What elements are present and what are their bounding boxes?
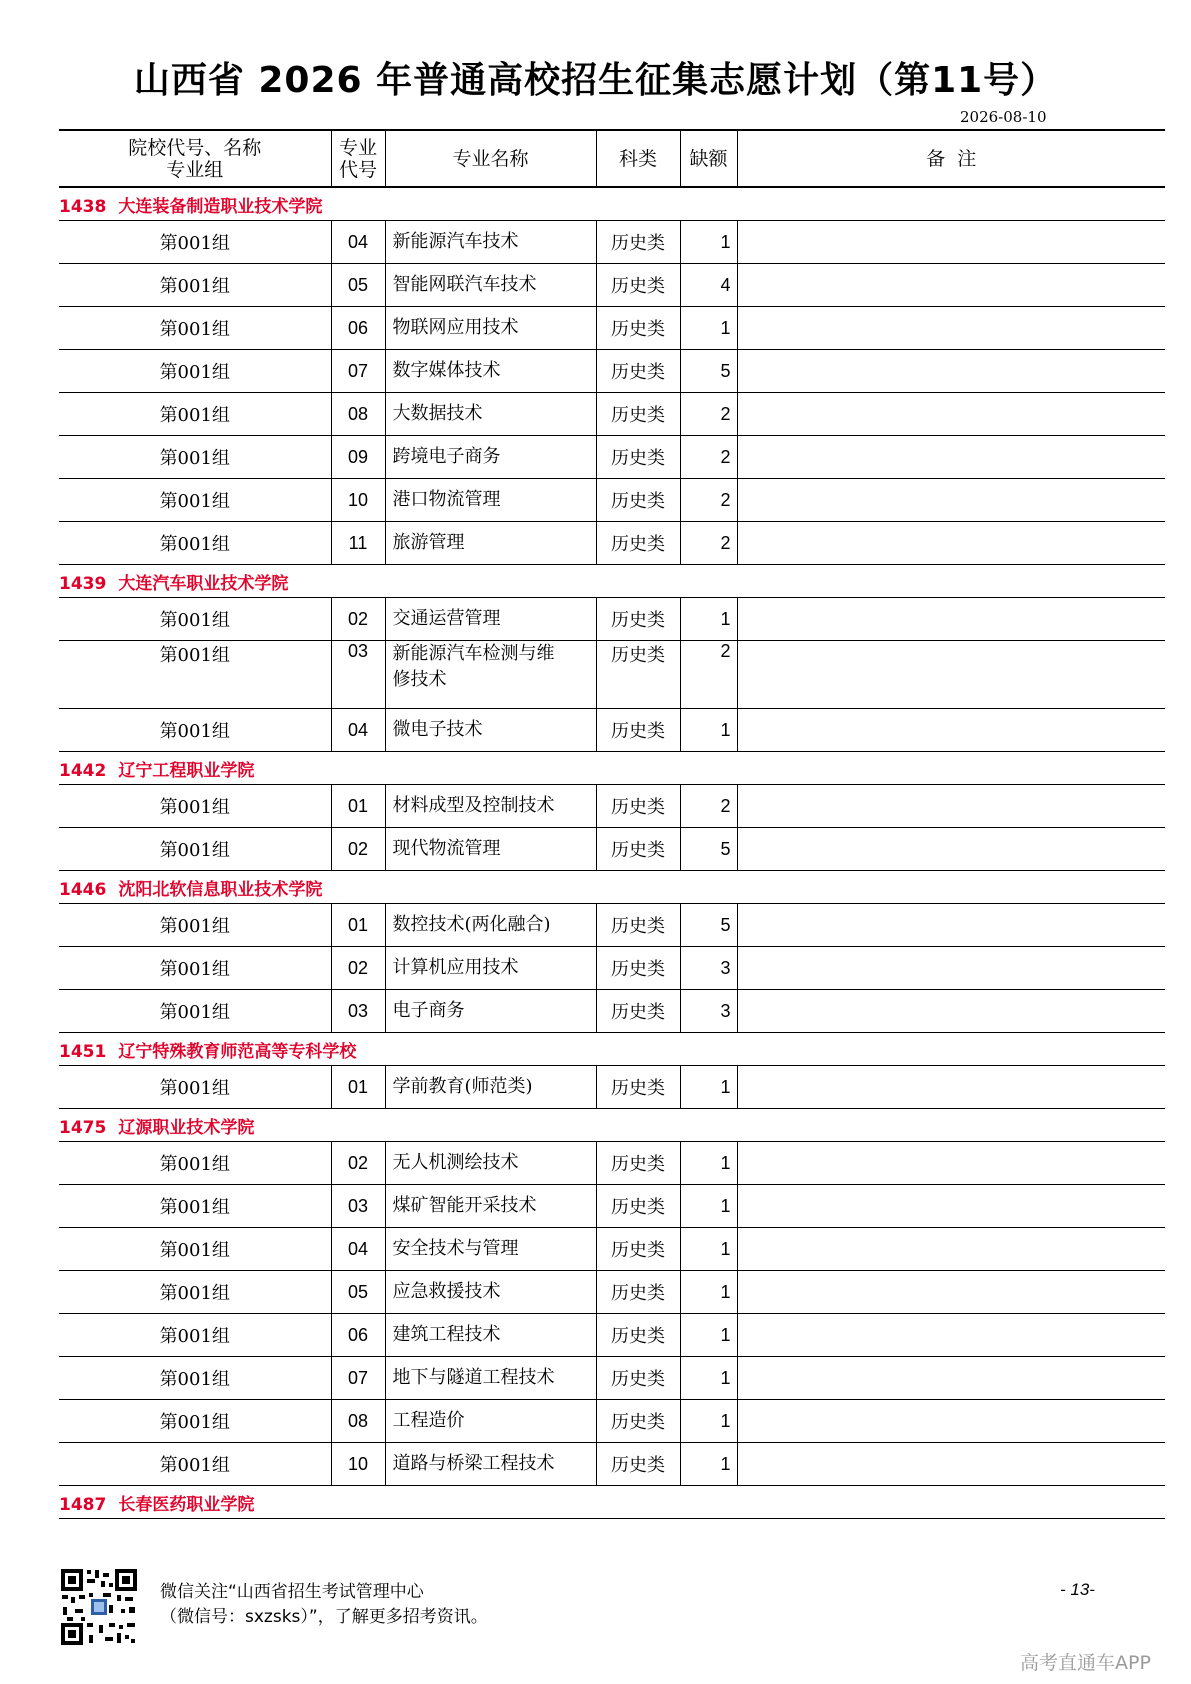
- quota-cell: 1: [680, 1142, 737, 1185]
- quota-cell: 1: [680, 307, 737, 350]
- quota-cell: 1: [680, 1066, 737, 1109]
- major-name-cell: 建筑工程技术: [385, 1314, 596, 1357]
- remarks-cell: [737, 1400, 1165, 1443]
- footer-wechat-note: [160, 1580, 488, 1630]
- major-code-cell: 03: [331, 990, 385, 1033]
- school-header-cell: [59, 871, 1165, 904]
- school-header-row: [59, 871, 1165, 904]
- remarks-cell: [737, 1357, 1165, 1400]
- table-row: [59, 598, 1165, 641]
- group-cell: 第001组: [59, 828, 331, 871]
- major-code-cell: 03: [331, 1185, 385, 1228]
- quota-cell: 2: [680, 436, 737, 479]
- quota-cell: 5: [680, 350, 737, 393]
- table-row: [59, 1314, 1165, 1357]
- major-name-cell: 无人机测绘技术: [385, 1142, 596, 1185]
- table-row: [59, 479, 1165, 522]
- remarks-cell: [737, 785, 1165, 828]
- header-subject: 科类: [596, 130, 680, 187]
- remarks-cell: [737, 709, 1165, 752]
- table-row: [59, 264, 1165, 307]
- major-name-cell: 学前教育(师范类): [385, 1066, 596, 1109]
- major-code-cell: 10: [331, 1443, 385, 1486]
- major-name-cell: 大数据技术: [385, 393, 596, 436]
- publish-date: 2026-08-10: [960, 108, 1047, 126]
- table-row: [59, 307, 1165, 350]
- group-cell: 第001组: [59, 1443, 331, 1486]
- quota-cell: 1: [680, 1185, 737, 1228]
- major-name-cell: 港口物流管理: [385, 479, 596, 522]
- remarks-cell: [737, 1271, 1165, 1314]
- major-name-cell: 应急救援技术: [385, 1271, 596, 1314]
- group-cell: 第001组: [59, 598, 331, 641]
- group-cell: 第001组: [59, 1066, 331, 1109]
- table-row: [59, 904, 1165, 947]
- group-cell: 第001组: [59, 307, 331, 350]
- remarks-cell: [737, 598, 1165, 641]
- major-code-cell: 10: [331, 479, 385, 522]
- major-code-cell: 06: [331, 1314, 385, 1357]
- quota-cell: 1: [680, 1314, 737, 1357]
- remarks-cell: [737, 264, 1165, 307]
- major-name-cell: 地下与隧道工程技术: [385, 1357, 596, 1400]
- school-name: 辽源职业技术学院: [118, 1117, 255, 1138]
- quota-cell: 2: [680, 522, 737, 565]
- subject-cell: 历史类: [596, 947, 680, 990]
- major-code-cell: 08: [331, 1400, 385, 1443]
- table-row: [59, 1400, 1165, 1443]
- group-cell: 第001组: [59, 990, 331, 1033]
- major-code-cell: 06: [331, 307, 385, 350]
- school-code: 1438: [59, 196, 107, 217]
- major-name-line1: 新能源汽车检测与维: [392, 643, 555, 664]
- subject-cell: 历史类: [596, 828, 680, 871]
- major-code-cell: 01: [331, 1066, 385, 1109]
- subject-cell: 历史类: [596, 1314, 680, 1357]
- major-name-cell: [385, 641, 596, 709]
- remarks-cell: [737, 828, 1165, 871]
- quota-cell: 2: [680, 393, 737, 436]
- quota-cell: 2: [680, 641, 737, 709]
- school-header-cell: [59, 187, 1165, 221]
- table-row: [59, 947, 1165, 990]
- school-header-row: [59, 565, 1165, 598]
- major-code-cell: 04: [331, 1228, 385, 1271]
- subject-cell: 历史类: [596, 904, 680, 947]
- major-name-cell: 数控技术(两化融合): [385, 904, 596, 947]
- subject-cell: 历史类: [596, 1228, 680, 1271]
- table-row: [59, 641, 1165, 709]
- remarks-cell: [737, 947, 1165, 990]
- group-cell: 第001组: [59, 393, 331, 436]
- remarks-cell: [737, 522, 1165, 565]
- quota-cell: 1: [680, 1443, 737, 1486]
- school-header-row: [59, 1109, 1165, 1142]
- group-cell: 第001组: [59, 350, 331, 393]
- quota-cell: 1: [680, 709, 737, 752]
- major-name-cell: 旅游管理: [385, 522, 596, 565]
- subject-cell: 历史类: [596, 264, 680, 307]
- remarks-cell: [737, 307, 1165, 350]
- table-row: [59, 828, 1165, 871]
- major-code-cell: 01: [331, 785, 385, 828]
- school-header-row: [59, 187, 1165, 221]
- school-header-cell: [59, 565, 1165, 598]
- major-code-cell: 03: [331, 641, 385, 709]
- school-name: 大连装备制造职业技术学院: [118, 196, 323, 217]
- remarks-cell: [737, 350, 1165, 393]
- group-cell: 第001组: [59, 1228, 331, 1271]
- group-cell: 第001组: [59, 522, 331, 565]
- table-row: [59, 1271, 1165, 1314]
- group-cell: 第001组: [59, 1357, 331, 1400]
- table-row: [59, 1142, 1165, 1185]
- subject-cell: 历史类: [596, 598, 680, 641]
- quota-cell: 5: [680, 904, 737, 947]
- major-name-cell: 道路与桥梁工程技术: [385, 1443, 596, 1486]
- school-code: 1487: [59, 1494, 107, 1515]
- subject-cell: 历史类: [596, 1357, 680, 1400]
- quota-cell: 5: [680, 828, 737, 871]
- major-code-cell: 05: [331, 264, 385, 307]
- subject-cell: 历史类: [596, 709, 680, 752]
- table-row: [59, 522, 1165, 565]
- subject-cell: 历史类: [596, 522, 680, 565]
- school-name: 沈阳北软信息职业技术学院: [118, 879, 323, 900]
- remarks-cell: [737, 1443, 1165, 1486]
- major-name-cell: 数字媒体技术: [385, 350, 596, 393]
- header-school-line1: 院校代号、名称: [128, 136, 262, 159]
- major-name-cell: 计算机应用技术: [385, 947, 596, 990]
- school-header-row: [59, 752, 1165, 785]
- table-row: [59, 350, 1165, 393]
- subject-cell: 历史类: [596, 221, 680, 264]
- school-header-cell: [59, 752, 1165, 785]
- header-major-code: [331, 130, 385, 187]
- table-body: [59, 187, 1165, 1519]
- remarks-cell: [737, 990, 1165, 1033]
- remarks-cell: [737, 1185, 1165, 1228]
- major-name-cell: 跨境电子商务: [385, 436, 596, 479]
- major-name-cell: 微电子技术: [385, 709, 596, 752]
- table-row: [59, 436, 1165, 479]
- quota-cell: 1: [680, 1357, 737, 1400]
- remarks-cell: [737, 1314, 1165, 1357]
- major-code-cell: 01: [331, 904, 385, 947]
- school-header-row: [59, 1033, 1165, 1066]
- header-school-line2: 专业组: [166, 158, 224, 181]
- subject-cell: 历史类: [596, 990, 680, 1033]
- remarks-cell: [737, 436, 1165, 479]
- quota-cell: 4: [680, 264, 737, 307]
- major-code-cell: 02: [331, 828, 385, 871]
- table-header-row: [59, 130, 1165, 187]
- subject-cell: 历史类: [596, 1066, 680, 1109]
- major-name-cell: 现代物流管理: [385, 828, 596, 871]
- watermark-text: 高考直通车APP: [1020, 1652, 1151, 1674]
- major-code-cell: 04: [331, 709, 385, 752]
- major-name-cell: 智能网联汽车技术: [385, 264, 596, 307]
- major-name-cell: 安全技术与管理: [385, 1228, 596, 1271]
- header-major-code-line1: 专业: [338, 136, 377, 159]
- plan-table: [59, 129, 1165, 1519]
- group-cell: 第001组: [59, 641, 331, 709]
- group-cell: 第001组: [59, 264, 331, 307]
- table-row: [59, 709, 1165, 752]
- table-row: [59, 1066, 1165, 1109]
- major-name-line2: 修技术: [392, 669, 447, 690]
- header-major-code-line2: 代号: [338, 158, 377, 181]
- major-name-cell: 物联网应用技术: [385, 307, 596, 350]
- group-cell: 第001组: [59, 479, 331, 522]
- major-code-cell: 05: [331, 1271, 385, 1314]
- school-code: 1451: [59, 1041, 107, 1062]
- group-cell: 第001组: [59, 1185, 331, 1228]
- quota-cell: 2: [680, 479, 737, 522]
- quota-cell: 3: [680, 947, 737, 990]
- subject-cell: 历史类: [596, 641, 680, 709]
- subject-cell: 历史类: [596, 479, 680, 522]
- remarks-cell: [737, 641, 1165, 709]
- group-cell: 第001组: [59, 221, 331, 264]
- table-row: [59, 221, 1165, 264]
- remarks-cell: [737, 904, 1165, 947]
- school-header-cell: [59, 1033, 1165, 1066]
- quota-cell: 1: [680, 1400, 737, 1443]
- subject-cell: 历史类: [596, 1271, 680, 1314]
- table-row: [59, 1357, 1165, 1400]
- major-code-cell: 07: [331, 350, 385, 393]
- footer-line2: （微信号：sxzsks）”，了解更多招考资讯。: [160, 1607, 488, 1627]
- subject-cell: 历史类: [596, 393, 680, 436]
- table-row: [59, 1443, 1165, 1486]
- table-row: [59, 1228, 1165, 1271]
- quota-cell: 1: [680, 598, 737, 641]
- school-code: 1439: [59, 573, 107, 594]
- subject-cell: 历史类: [596, 307, 680, 350]
- subject-cell: 历史类: [596, 436, 680, 479]
- header-quota: 缺额: [680, 130, 737, 187]
- major-code-cell: 02: [331, 1142, 385, 1185]
- quota-cell: 3: [680, 990, 737, 1033]
- remarks-cell: [737, 393, 1165, 436]
- qr-code-icon: [59, 1567, 139, 1647]
- school-code: 1442: [59, 760, 107, 781]
- quota-cell: 1: [680, 1228, 737, 1271]
- school-name: 辽宁特殊教育师范高等专科学校: [118, 1041, 357, 1062]
- group-cell: 第001组: [59, 709, 331, 752]
- group-cell: 第001组: [59, 904, 331, 947]
- header-remarks: 备 注: [737, 130, 1165, 187]
- major-name-cell: 工程造价: [385, 1400, 596, 1443]
- school-code: 1475: [59, 1117, 107, 1138]
- table-row: [59, 393, 1165, 436]
- remarks-cell: [737, 1142, 1165, 1185]
- page-title: 山西省 2026 年普通高校招生征集志愿计划（第11号）: [133, 60, 1058, 101]
- school-code: 1446: [59, 879, 107, 900]
- table-row: [59, 1185, 1165, 1228]
- subject-cell: 历史类: [596, 1400, 680, 1443]
- subject-cell: 历史类: [596, 350, 680, 393]
- header-school: [59, 130, 331, 187]
- group-cell: 第001组: [59, 785, 331, 828]
- major-name-cell: 材料成型及控制技术: [385, 785, 596, 828]
- group-cell: 第001组: [59, 436, 331, 479]
- table-row: [59, 990, 1165, 1033]
- school-name: 辽宁工程职业学院: [118, 760, 255, 781]
- group-cell: 第001组: [59, 1314, 331, 1357]
- major-code-cell: 02: [331, 947, 385, 990]
- header-major-name: 专业名称: [385, 130, 596, 187]
- subject-cell: 历史类: [596, 1185, 680, 1228]
- school-header-cell: [59, 1109, 1165, 1142]
- major-name-cell: 电子商务: [385, 990, 596, 1033]
- major-code-cell: 11: [331, 522, 385, 565]
- quota-cell: 1: [680, 1271, 737, 1314]
- quota-cell: 1: [680, 221, 737, 264]
- group-cell: 第001组: [59, 1400, 331, 1443]
- subject-cell: 历史类: [596, 785, 680, 828]
- major-code-cell: 08: [331, 393, 385, 436]
- remarks-cell: [737, 221, 1165, 264]
- page-number: - 13-: [1060, 1580, 1095, 1599]
- major-name-cell: 煤矿智能开采技术: [385, 1185, 596, 1228]
- school-name: 长春医药职业学院: [118, 1494, 255, 1515]
- major-code-cell: 04: [331, 221, 385, 264]
- footer-line1: 微信关注“山西省招生考试管理中心: [160, 1582, 424, 1602]
- major-name-cell: 新能源汽车技术: [385, 221, 596, 264]
- major-name-cell: 交通运营管理: [385, 598, 596, 641]
- major-code-cell: 07: [331, 1357, 385, 1400]
- major-code-cell: 09: [331, 436, 385, 479]
- quota-cell: 2: [680, 785, 737, 828]
- major-code-cell: 02: [331, 598, 385, 641]
- school-name: 大连汽车职业技术学院: [118, 573, 289, 594]
- subject-cell: 历史类: [596, 1443, 680, 1486]
- subject-cell: 历史类: [596, 1142, 680, 1185]
- table-row: [59, 785, 1165, 828]
- remarks-cell: [737, 1066, 1165, 1109]
- school-header-row: [59, 1486, 1165, 1519]
- group-cell: 第001组: [59, 1271, 331, 1314]
- group-cell: 第001组: [59, 1142, 331, 1185]
- remarks-cell: [737, 479, 1165, 522]
- remarks-cell: [737, 1228, 1165, 1271]
- group-cell: 第001组: [59, 947, 331, 990]
- school-header-cell: [59, 1486, 1165, 1519]
